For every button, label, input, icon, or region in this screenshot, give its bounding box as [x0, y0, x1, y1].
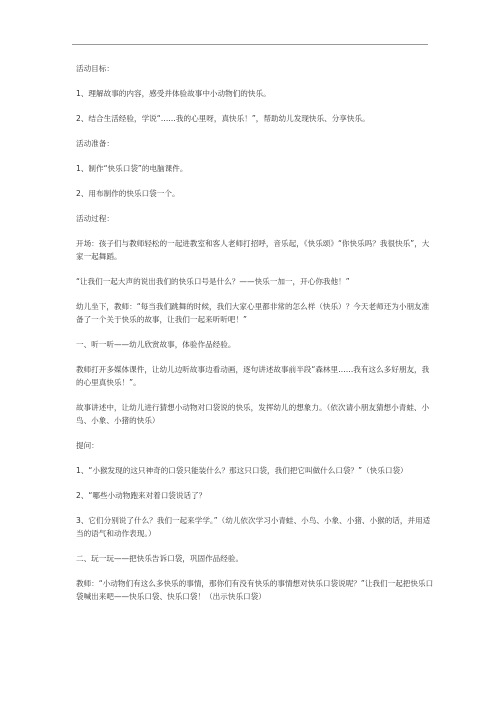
preparation-item-1: 1、制作“快乐口袋”的电脑课件。 [76, 164, 188, 173]
process-teacher-intro: 幼儿坐下，教师：“每当我们跳舞的时候，我们大家心里都非常的怎么样（快乐）？今天老师还为小朋友准备了一个关于快乐的故事，让我们一起来听听吧！” [76, 302, 430, 324]
step-one-heading: 一、听一听——幼儿欣赏故事，体验作品经验。 [76, 340, 236, 349]
goal-item-2: 2、结合生活经验，学说“……我的心里呀，真快乐！”，帮助幼儿发现快乐、分享快乐。 [76, 114, 370, 123]
process-slogan: “让我们一起大声的说出我们的快乐口号是什么？——快乐一加一，开心你我他！” [76, 277, 350, 286]
step-one-multimedia: 教师打开多媒体课件，让幼儿边听故事边看动画，逐句讲述故事前半段“森林里……我有这么多好朋友，我的心里真快乐！”。 [76, 365, 430, 387]
question-1: 1、“小猴发现的这只神奇的口袋只能装什么？那这只口袋，我们把它叫做什么口袋？”（快乐口袋） [76, 466, 408, 475]
document-body [76, 62, 434, 614]
step-two-heading: 二、玩一玩——把快乐告诉口袋，巩固作品经验。 [76, 554, 244, 563]
section-heading-goals: 活动目标： [76, 64, 114, 73]
questions-heading: 提问： [76, 441, 99, 450]
section-heading-preparation: 活动准备： [76, 139, 114, 148]
goal-item-1: 1、理解故事的内容，感受并体验故事中小动物们的快乐。 [76, 89, 271, 98]
question-2: 2、“哪些小动物跑来对着口袋说话了？ [76, 491, 207, 500]
header-rule [72, 44, 428, 45]
step-two-teacher: 教师：“小动物们有这么多快乐的事情，那你们有没有快乐的事情想对快乐口袋说呢？”让我们一起把快乐口袋喊出来吧——快乐口袋、快乐口袋！（出示快乐口袋） [76, 579, 434, 601]
section-heading-process: 活动过程： [76, 214, 114, 223]
step-one-guessing: 故事讲述中，让幼儿进行猜想小动物对口袋说的快乐，发挥幼儿的想象力。（依次请小朋友猜想小青蛙、小鸟、小象、小猪的快乐） [76, 403, 430, 425]
process-opening: 开场：孩子们与教师轻松的一起进教室和客人老师打招呼，音乐起，《快乐颂》“你快乐吗？我很快乐”，大家一起舞蹈。 [76, 239, 430, 261]
preparation-item-2: 2、用布制作的快乐口袋一个。 [76, 189, 180, 198]
question-3: 3、它们分别说了什么？我们一起来学学。”（幼儿依次学习小青蛙、小鸟、小象、小猪、小猴的话，并用适当的语气和动作表现。） [76, 516, 431, 538]
